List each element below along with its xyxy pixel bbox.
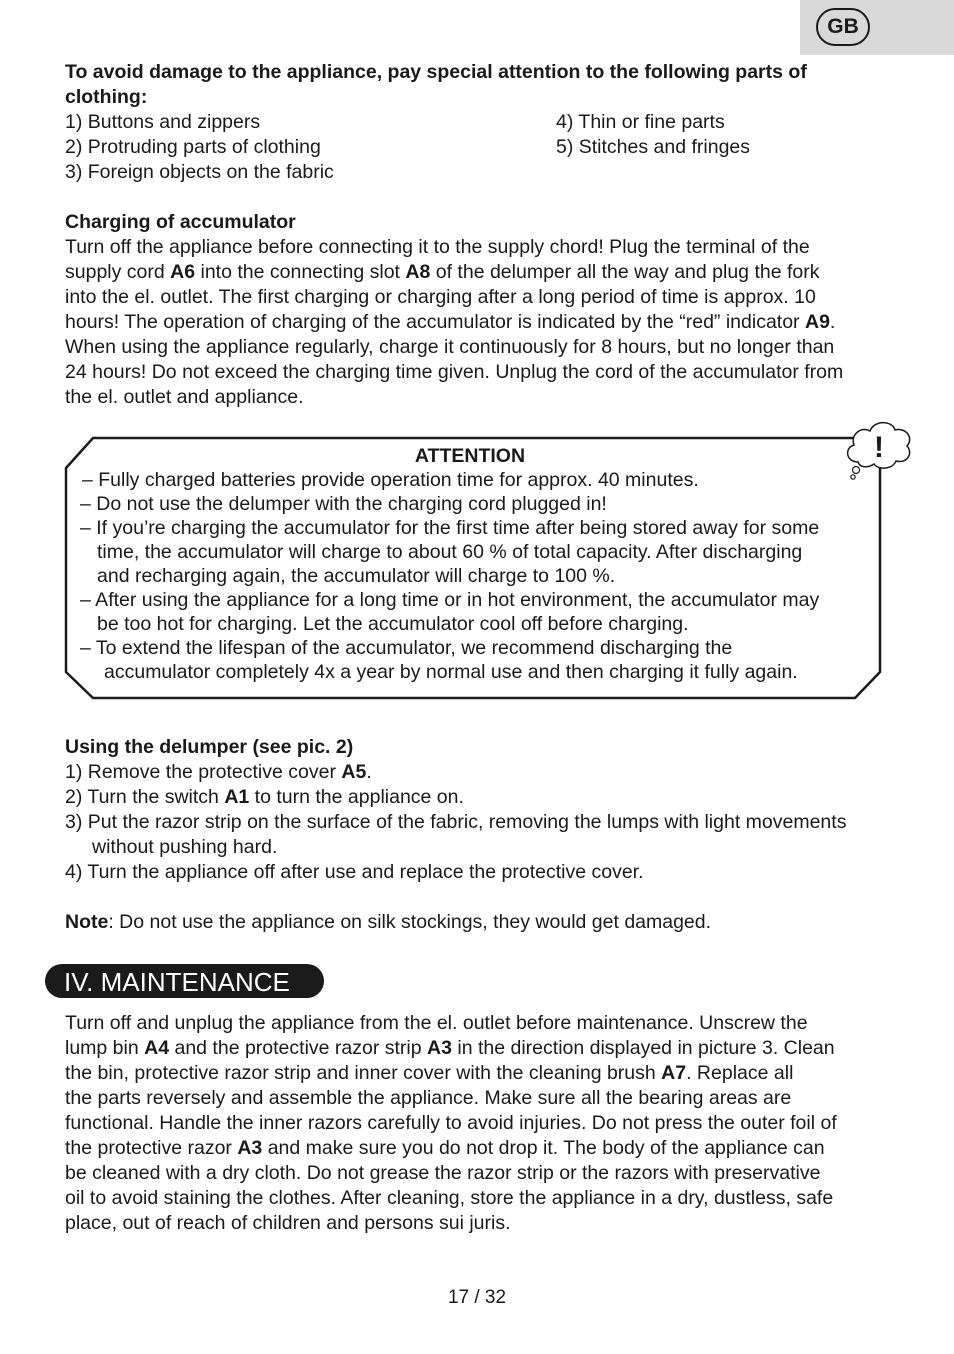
attention-line: – If you’re charging the accumulator for the first time after being stored away for some <box>80 517 820 539</box>
part-ref: A3 <box>427 1037 452 1059</box>
clothing-heading: To avoid damage to the appliance, pay special attention to the following parts of clothing: <box>65 61 807 108</box>
list-item: 2) Turn the switch A1 to turn the appliance on. <box>65 786 464 808</box>
part-ref: A7 <box>661 1062 687 1084</box>
attention-line: and recharging again, the accumulator will charge to 100 %. <box>97 565 616 587</box>
attention-line: accumulator completely 4x a year by normal use and then charging it fully again. <box>104 661 798 683</box>
list-item: 2) Protruding parts of clothing <box>65 136 321 158</box>
note: Note: Do not use the appliance on silk stockings, they would get damaged. <box>65 911 712 933</box>
maintenance-paragraph: Turn off and unplug the appliance from the el. outlet before maintenance. Unscrew the lump bin A4 and the protective razor strip A3 in the direction displayed in picture 3. Clean the bin, protective razor strip and inner cover with the cleaning brush A7. Replace all the parts reversely and assemble the appliance. Make sure all the bearing areas are functional. Handle the inner razors carefully to avoid injuries. Do not press the outer foil of the protective razor A3 and make sure you do not drop it. The body of the appliance can be cleaned with a dry cloth. Do not grease the razor strip or the razors with preservative oil to avoid staining the clothes. After cleaning, store the appliance in a dry, dustless, safe place, out of reach of children and persons sui juris. <box>65 1012 837 1234</box>
attention-line: – To extend the lifespan of the accumulator, we recommend discharging the <box>80 637 733 659</box>
part-ref: A8 <box>405 261 431 283</box>
attention-line: – Fully charged batteries provide operation time for approx. 40 minutes. <box>82 469 699 491</box>
part-ref: A3 <box>237 1137 263 1159</box>
attention-line: be too hot for charging. Let the accumulator cool off before charging. <box>97 613 689 635</box>
list-item: 1) Remove the protective cover A5. <box>65 761 372 783</box>
list-item: 3) Foreign objects on the fabric <box>65 161 334 183</box>
list-item: 4) Thin or fine parts <box>556 111 725 133</box>
part-ref: A5 <box>341 761 367 783</box>
list-item: 5) Stitches and fringes <box>556 136 751 158</box>
list-item-continuation: without pushing hard. <box>92 836 278 858</box>
section-title-maintenance: IV. MAINTENANCE <box>45 964 324 998</box>
part-ref: A4 <box>144 1037 170 1059</box>
attention-line: – After using the appliance for a long time or in hot environment, the accumulator may <box>80 589 820 611</box>
note-label: Note <box>65 911 109 933</box>
using-heading: Using the delumper (see pic. 2) <box>65 736 354 758</box>
part-ref: A1 <box>224 786 250 808</box>
page-number: 17 / 32 <box>447 1287 507 1308</box>
list-item: 3) Put the razor strip on the surface of the fabric, removing the lumps with light movements <box>65 811 847 833</box>
charging-heading: Charging of accumulator <box>65 211 296 233</box>
language-tab <box>800 0 954 55</box>
list-item: 4) Turn the appliance off after use and replace the protective cover. <box>65 861 644 883</box>
language-badge: GB <box>816 8 870 46</box>
charging-paragraph: Turn off the appliance before connecting it to the supply chord! Plug the terminal of the supply cord A6 into the connecting slot A8 of the delumper all the way and plug the fork into the el. outlet. The first charging or charging after a long period of time is approx. 10 hours! The operation of charging of the accumulator is indicated by the “red” indicator A9. When using the appliance regularly, charge it continuously for 8 hours, but no longer than 24 hours! Do not exceed the charging time given. Unplug the cord of the accumulator from the el. outlet and appliance. <box>65 236 844 408</box>
attention-line: time, the accumulator will charge to about 60 % of total capacity. After discharging <box>97 541 803 563</box>
list-item: 1) Buttons and zippers <box>65 111 261 133</box>
part-ref: A6 <box>170 261 196 283</box>
attention-title: ATTENTION <box>414 445 526 467</box>
part-ref: A9 <box>804 311 830 333</box>
exclamation-mark: ! <box>874 431 884 464</box>
attention-line: – Do not use the delumper with the charging cord plugged in! <box>80 493 607 515</box>
